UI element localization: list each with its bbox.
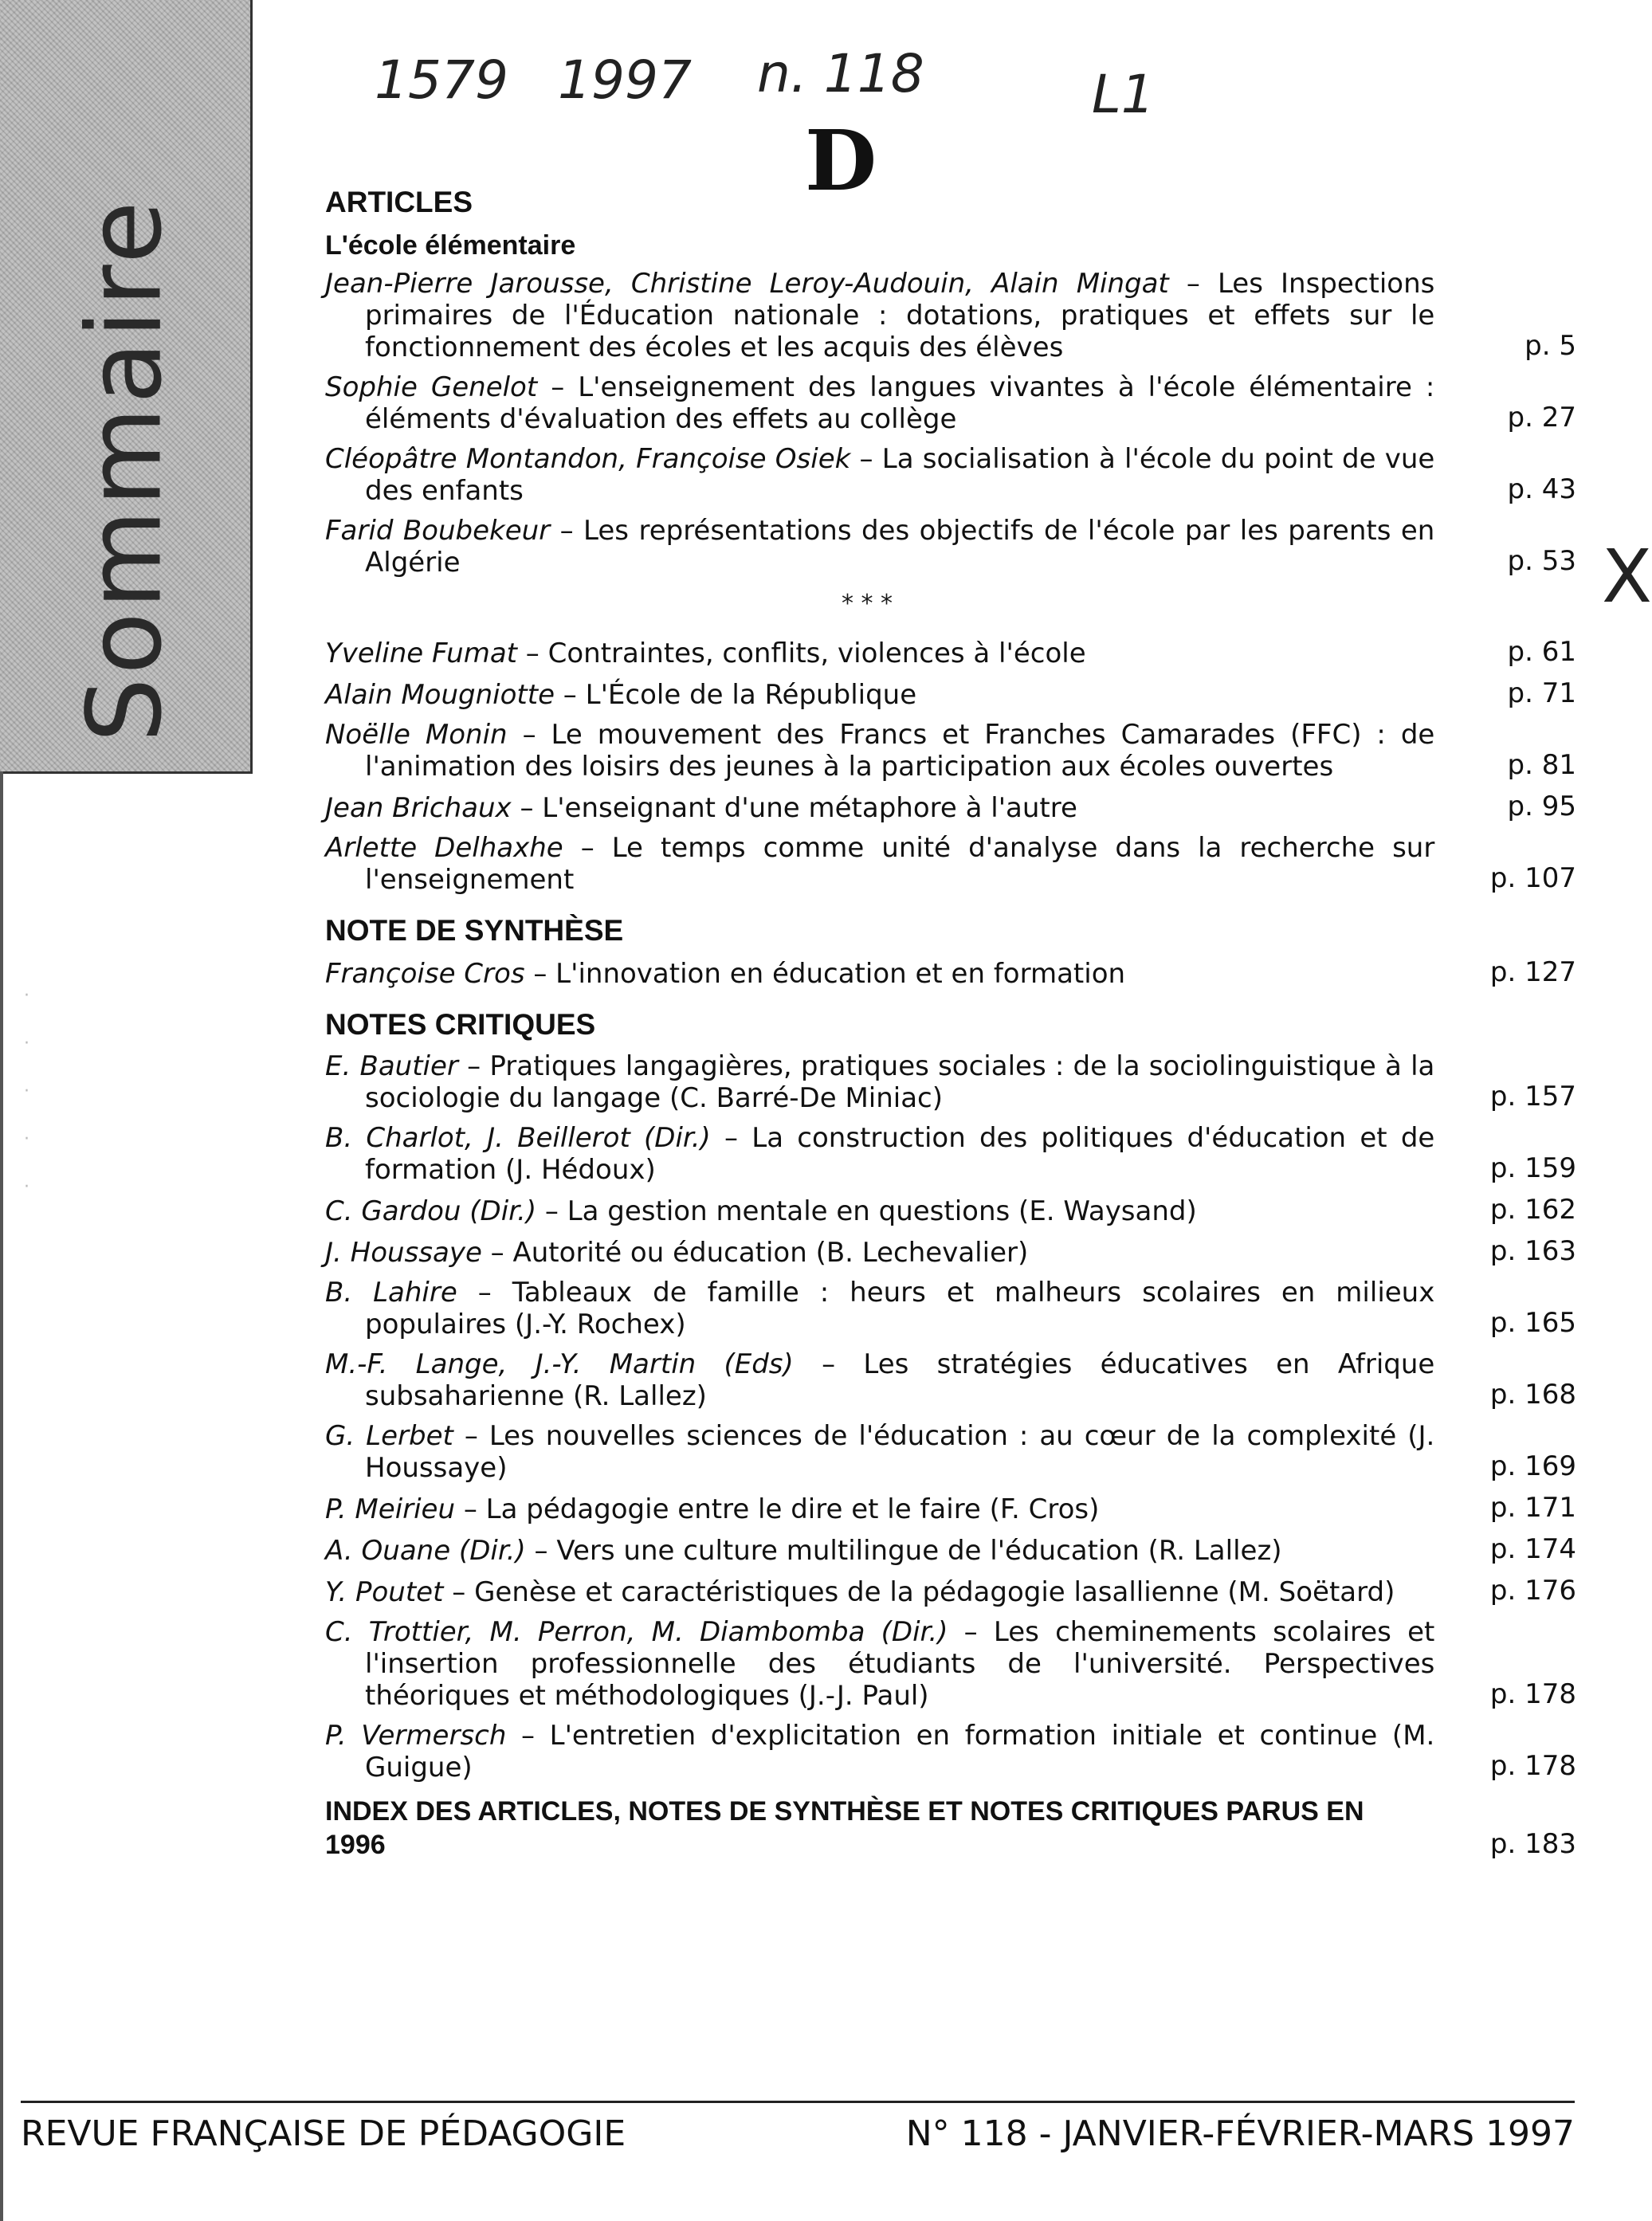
toc-entry <box>325 719 1576 783</box>
footer-rule <box>21 2101 1575 2103</box>
toc-entry-text <box>325 719 1434 783</box>
toc-entry-author: Noëlle Monin <box>325 719 508 751</box>
footer-issue: N° 118 - JANVIER-FÉVRIER-MARS 1997 <box>905 2113 1575 2154</box>
toc-entry-title: Genèse et caractéristiques de la pédagogie lasallienne (M. Soëtard) <box>474 1576 1395 1608</box>
handwritten-x-mark: X <box>1602 534 1652 619</box>
toc-entry-title: L'entretien d'explicitation en formation initiale et continue (M. Guigue) <box>365 1720 1435 1783</box>
toc-entry-author: Jean Brichaux <box>325 792 512 824</box>
toc-entry-dash: – <box>525 1535 557 1567</box>
toc-entry-author: Sophie Genelot <box>325 371 538 403</box>
toc-entry-text <box>325 679 1434 711</box>
handwritten-issue: n. 118 <box>757 43 924 104</box>
toc-entry-text <box>325 638 1434 669</box>
toc-entry-page: p. 27 <box>1507 402 1576 434</box>
toc-entry-page: p. 5 <box>1524 330 1576 362</box>
toc-entry-title: Les nouvelles sciences de l'éducation : au cœur de la complexité (J. Houssaye) <box>365 1420 1435 1484</box>
articles-list-continued <box>325 636 1576 896</box>
toc-entry-page: p. 71 <box>1507 677 1576 709</box>
toc-entry-page: p. 61 <box>1507 636 1576 668</box>
toc-entry <box>325 1616 1576 1712</box>
toc-entry-dash: – <box>481 1237 513 1269</box>
toc-entry <box>325 268 1576 363</box>
toc-entry-dash: – <box>1168 268 1218 300</box>
toc-entry-text <box>325 515 1434 579</box>
toc-entry-dash: – <box>537 371 579 403</box>
toc-entry-text <box>325 1348 1434 1412</box>
toc-entry-dash: – <box>555 679 586 711</box>
margin-scan-specks: · · · · · <box>24 986 29 1197</box>
toc-entry-title: Les stratégies éducatives en Afrique subsaharienne (R. Lallez) <box>365 1348 1435 1412</box>
toc-entry-page: p. 174 <box>1489 1533 1576 1565</box>
toc-entry-title: Contraintes, conflits, violences à l'école <box>547 638 1086 669</box>
toc-entry-author: Cléopâtre Montandon, Françoise Osiek <box>325 443 851 475</box>
toc-entry-page: p. 171 <box>1489 1492 1576 1524</box>
toc-entry-dash: – <box>457 1050 490 1082</box>
toc-entry <box>325 1194 1576 1227</box>
table-of-contents <box>325 180 1576 1862</box>
footer-journal-name: REVUE FRANÇAISE DE PÉDAGOGIE <box>21 2113 626 2154</box>
toc-entry-title: L'innovation en éducation et en formation <box>555 958 1126 990</box>
toc-entry-text <box>325 1420 1434 1484</box>
toc-entry <box>325 515 1576 579</box>
toc-entry-dash: – <box>455 1493 486 1525</box>
toc-entry-author: Yveline Fumat <box>325 638 517 669</box>
toc-entry-title: L'École de la République <box>585 679 917 711</box>
toc-entry-author: Farid Boubekeur <box>325 515 551 547</box>
toc-entry-page: p. 127 <box>1489 956 1576 988</box>
toc-entry <box>325 1533 1576 1567</box>
toc-entry-dash: – <box>443 1576 475 1608</box>
handwritten-letter: D <box>805 112 877 210</box>
toc-entry-text <box>325 1050 1434 1114</box>
toc-entry-dash: – <box>453 1420 489 1452</box>
toc-entry-title: L'enseignement des langues vivantes à l'école élémentaire : éléments d'évaluation des effets au collège <box>365 371 1435 435</box>
section-heading-notes-critiques: NOTES CRITIQUES <box>325 1008 596 1041</box>
toc-entry <box>325 1492 1576 1525</box>
toc-entry-dash: – <box>793 1348 864 1380</box>
toc-entry <box>325 1235 1576 1269</box>
toc-entry-dash: – <box>457 1277 512 1309</box>
toc-entry-title: Vers une culture multilingue de l'éducation (R. Lallez) <box>556 1535 1282 1567</box>
toc-entry-author: Jean-Pierre Jarousse, Christine Leroy-Audouin, Alain Mingat <box>325 268 1169 300</box>
toc-entry-text <box>325 1720 1434 1783</box>
toc-entry-title: Le temps comme unité d'analyse dans la recherche sur l'enseignement <box>365 832 1435 896</box>
toc-entry-text <box>325 1195 1434 1227</box>
toc-entry-text <box>325 1535 1434 1567</box>
toc-entry-title: La pédagogie entre le dire et le faire (F. Cros) <box>485 1493 1100 1525</box>
toc-entry <box>325 956 1576 990</box>
toc-entry-title: Les cheminements scolaires et l'insertion professionnelle des étudiants de l'université. Perspectives théoriques et méthodologiques (J.-J. Paul) <box>365 1616 1435 1712</box>
toc-entry-dash: – <box>511 792 543 824</box>
toc-entry-page: p. 169 <box>1489 1450 1576 1482</box>
index-page-number: p. 183 <box>1489 1828 1576 1860</box>
toc-entry-title: Pratiques langagières, pratiques sociales : de la sociolinguistique à la sociologie du langage (C. Barré-De Miniac) <box>365 1050 1435 1114</box>
toc-entry-dash: – <box>710 1122 752 1154</box>
toc-entry-page: p. 107 <box>1489 862 1576 894</box>
section-heading-articles: ARTICLES <box>325 186 473 218</box>
toc-entry <box>325 1122 1576 1186</box>
toc-entry-text <box>325 1616 1434 1712</box>
sommaire-sidebar <box>0 0 253 774</box>
toc-entry-dash: – <box>948 1616 994 1648</box>
asterism-separator: * * * <box>841 590 893 618</box>
toc-entry-author: Y. Poutet <box>325 1576 444 1608</box>
toc-entry-author: A. Ouane (Dir.) <box>325 1535 526 1567</box>
toc-entry-text <box>325 1493 1434 1525</box>
toc-entry-author: E. Bautier <box>325 1050 458 1082</box>
toc-entry-title: Autorité ou éducation (B. Lechevalier) <box>512 1237 1029 1269</box>
index-entry <box>325 1795 1576 1862</box>
subsection-heading-ecole-elementaire: L'école élémentaire <box>325 230 576 261</box>
toc-entry-author: G. Lerbet <box>325 1420 453 1452</box>
toc-entry-text <box>325 832 1434 896</box>
toc-entry <box>325 371 1576 435</box>
toc-entry <box>325 1420 1576 1484</box>
critiques-list <box>325 1050 1576 1783</box>
toc-entry-page: p. 162 <box>1489 1194 1576 1226</box>
toc-entry-title: Le mouvement des Francs et Franches Camarades (FFC) : de l'animation des loisirs des jeunes à la participation aux écoles ouvertes <box>365 719 1435 783</box>
toc-entry-page: p. 81 <box>1507 749 1576 781</box>
toc-entry <box>325 636 1576 669</box>
toc-entry-author: J. Houssaye <box>325 1237 482 1269</box>
toc-entry <box>325 832 1576 896</box>
scan-edge-line <box>0 771 3 2221</box>
toc-entry-text <box>325 1277 1434 1340</box>
toc-entry-author: M.-F. Lange, J.-Y. Martin (Eds) <box>325 1348 794 1380</box>
toc-entry-author: B. Charlot, J. Beillerot (Dir.) <box>325 1122 711 1154</box>
toc-entry-dash: – <box>507 719 551 751</box>
toc-entry-page: p. 43 <box>1507 473 1576 505</box>
toc-entry-dash: – <box>517 638 548 669</box>
handwritten-code: L1 <box>1092 64 1155 125</box>
toc-entry <box>325 677 1576 711</box>
toc-entry-author: B. Lahire <box>325 1277 457 1309</box>
toc-entry-author: Arlette Delhaxhe <box>325 832 563 864</box>
toc-entry-text <box>325 792 1434 824</box>
toc-entry-title: La gestion mentale en questions (E. Waysand) <box>567 1195 1197 1227</box>
toc-entry-text <box>325 1576 1434 1608</box>
toc-entry-page: p. 168 <box>1489 1379 1576 1411</box>
toc-entry-author: Françoise Cros <box>325 958 525 990</box>
toc-entry-title: Les représentations des objectifs de l'école par les parents en Algérie <box>365 515 1435 579</box>
toc-entry-page: p. 165 <box>1489 1307 1576 1339</box>
toc-entry-author: Alain Mougniotte <box>325 679 555 711</box>
toc-entry-dash: – <box>550 515 584 547</box>
toc-entry-page: p. 95 <box>1507 791 1576 822</box>
section-heading-note-de-synthese: NOTE DE SYNTHÈSE <box>325 914 624 947</box>
toc-entry-page: p. 157 <box>1489 1081 1576 1112</box>
toc-entry-title: Tableaux de famille : heurs et malheurs scolaires en milieux populaires (J.-Y. Rochex) <box>365 1277 1435 1340</box>
sidebar-title: Sommaire <box>65 198 185 743</box>
toc-entry-text <box>325 1237 1434 1269</box>
synthese-list <box>325 956 1576 990</box>
handwritten-call-number: 1579 <box>375 49 508 111</box>
toc-entry-page: p. 176 <box>1489 1575 1576 1607</box>
toc-entry <box>325 1277 1576 1340</box>
toc-entry-text <box>325 958 1434 990</box>
toc-entry <box>325 443 1576 507</box>
articles-list <box>325 268 1576 579</box>
toc-entry-author: C. Trottier, M. Perron, M. Diambomba (Dir.) <box>325 1616 948 1648</box>
toc-entry-page: p. 159 <box>1489 1152 1576 1184</box>
toc-entry-dash: – <box>524 958 556 990</box>
toc-entry-text <box>325 371 1434 435</box>
toc-entry-text <box>325 268 1434 363</box>
toc-entry-page: p. 53 <box>1507 545 1576 577</box>
toc-entry-title: Les Inspections primaires de l'Éducation nationale : dotations, pratiques et effets sur le fonctionnement des écoles et les acquis des élèves <box>365 268 1435 363</box>
toc-entry-author: C. Gardou (Dir.) <box>325 1195 537 1227</box>
toc-entry-dash: – <box>506 1720 550 1752</box>
toc-entry-text <box>325 443 1434 507</box>
toc-entry <box>325 1575 1576 1608</box>
toc-entry-text <box>325 1122 1434 1186</box>
index-title: INDEX DES ARTICLES, NOTES DE SYNTHÈSE ET NOTES CRITIQUES PARUS EN 1996 <box>325 1796 1364 1860</box>
toc-entry <box>325 1720 1576 1783</box>
toc-entry-dash: – <box>536 1195 567 1227</box>
toc-entry-page: p. 163 <box>1489 1235 1576 1267</box>
toc-entry-dash: – <box>563 832 612 864</box>
toc-entry-page: p. 178 <box>1489 1750 1576 1782</box>
toc-entry-dash: – <box>850 443 882 475</box>
toc-entry <box>325 1050 1576 1114</box>
toc-entry-page: p. 178 <box>1489 1678 1576 1710</box>
toc-entry-author: P. Meirieu <box>325 1493 456 1525</box>
toc-entry <box>325 1348 1576 1412</box>
toc-entry-author: P. Vermersch <box>325 1720 507 1752</box>
toc-entry-title: L'enseignant d'une métaphore à l'autre <box>542 792 1077 824</box>
toc-entry <box>325 791 1576 824</box>
toc-entry-title: La construction des politiques d'éducation et de formation (J. Hédoux) <box>365 1122 1435 1186</box>
handwritten-year: 1997 <box>558 49 692 111</box>
toc-entry-title: La socialisation à l'école du point de vue des enfants <box>365 443 1435 507</box>
